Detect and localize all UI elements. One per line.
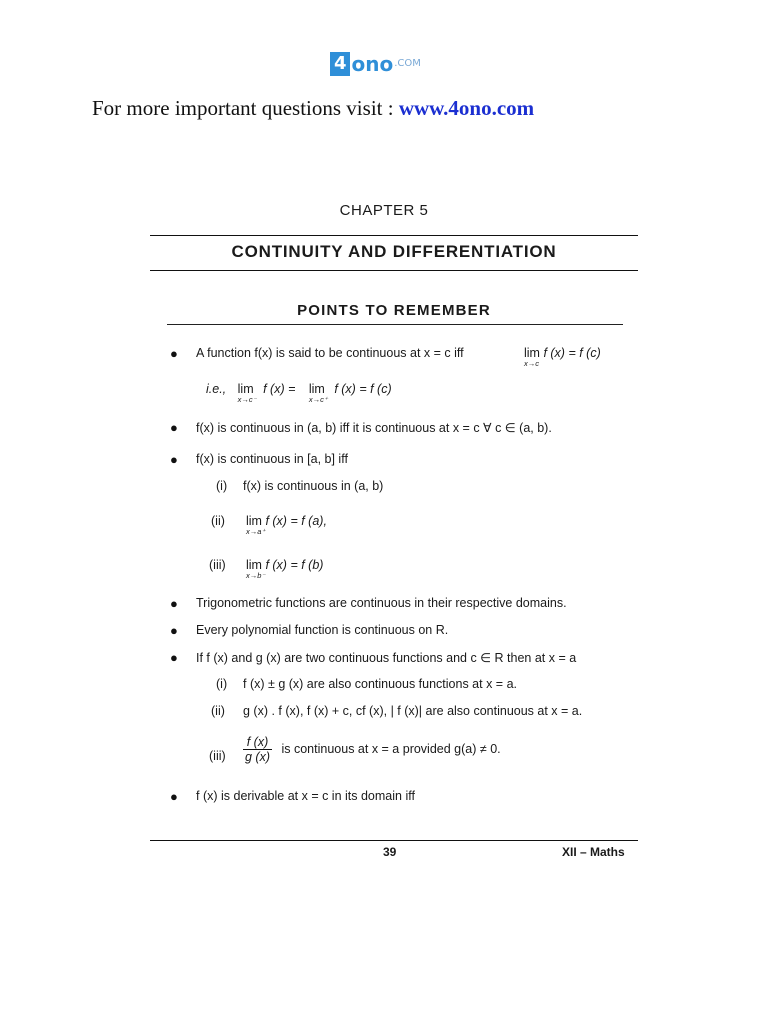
chapter-title: CONTINUITY AND DIFFERENTIATION xyxy=(231,242,557,261)
section-heading: POINTS TO REMEMBER xyxy=(297,302,491,319)
sub-item-text: is continuous at x = a provided g(a) ≠ 0. xyxy=(281,741,501,756)
title-top-rule xyxy=(150,235,638,236)
limit-expression: f (x) = f (c) xyxy=(543,346,601,360)
chapter-label: CHAPTER 5 xyxy=(339,202,429,219)
bullet-marker: ● xyxy=(170,623,178,638)
promo-text: For more important questions visit : xyxy=(92,96,399,120)
bullet-marker: ● xyxy=(170,452,178,467)
bullet-1-text: A function f(x) is said to be continuous at x = c iff xyxy=(196,346,464,360)
right-limit: lim x→c⁺ xyxy=(308,382,328,404)
bullet-3-text: f(x) is continuous in [a, b] iff xyxy=(196,452,348,466)
bullet-4-text: Trigonometric functions are continuous in their respective domains. xyxy=(196,596,567,610)
ie-prefix: i.e., xyxy=(206,382,227,396)
bullet-marker: ● xyxy=(170,789,178,804)
bullet-5-text: Every polynomial function is continuous on R. xyxy=(196,623,449,637)
sub-item-limit xyxy=(246,558,324,580)
footer-subject: XII – Maths xyxy=(562,845,625,859)
sub-item-number: (i) xyxy=(216,479,228,493)
sub-item-limit xyxy=(246,514,327,536)
sub-item-fraction-line xyxy=(243,735,501,764)
left-limit-expression: f (x) = xyxy=(263,382,296,396)
site-logo xyxy=(330,52,421,76)
bullet-marker: ● xyxy=(170,596,178,611)
bullet-2-text: f(x) is continuous in (a, b) iff it is continuous at x = c ∀ c ∈ (a, b). xyxy=(196,421,552,435)
footer-rule xyxy=(150,840,638,841)
logo-mark: 4 xyxy=(330,52,350,76)
sub-item-number: (ii) xyxy=(211,704,225,718)
bullet-7-text: f (x) is derivable at x = c in its domain iff xyxy=(196,789,415,803)
bullet-marker: ● xyxy=(170,420,178,435)
fraction: $\frac{f (x)}{g (x)}$ xyxy=(245,735,270,764)
sub-item-number: (iii) xyxy=(209,558,226,572)
limit-operator: lim x→b⁻ xyxy=(246,558,266,580)
bullet-marker: ● xyxy=(170,346,178,361)
sub-item-text: f(x) is continuous in (a, b) xyxy=(243,479,384,493)
sub-item-number: (ii) xyxy=(211,514,225,528)
ie-line xyxy=(206,382,392,404)
limit-expression: f (x) = f (a), xyxy=(265,514,327,528)
title-bottom-rule xyxy=(150,270,638,271)
logo-text: ono xyxy=(351,52,394,76)
left-limit: lim x→c⁻ xyxy=(237,382,257,404)
bullet-marker: ● xyxy=(170,650,178,665)
limit-expression: f (x) = f (b) xyxy=(265,558,324,572)
promo-line xyxy=(92,96,534,121)
sub-item-number: (i) xyxy=(216,677,228,691)
right-limit-expression: f (x) = f (c) xyxy=(334,382,392,396)
bullet-6-text: If f (x) and g (x) are two continuous functions and c ∈ R then at x = a xyxy=(196,651,577,665)
page-number: 39 xyxy=(383,845,397,859)
sub-item-text: g (x) . f (x), f (x) + c, cf (x), | f (x)| are also continuous at x = a. xyxy=(243,704,583,718)
limit-operator: lim x→a⁺ xyxy=(246,514,266,536)
section-rule xyxy=(167,324,623,325)
logo-domain: .COM xyxy=(394,58,421,69)
sub-item-number: (iii) xyxy=(209,749,226,763)
sub-item-text: f (x) ± g (x) are also continuous functions at x = a. xyxy=(243,677,517,691)
promo-link[interactable]: www.4ono.com xyxy=(398,96,535,120)
limit-operator: lim x→c xyxy=(524,346,540,368)
bullet-1-limit xyxy=(524,346,601,368)
